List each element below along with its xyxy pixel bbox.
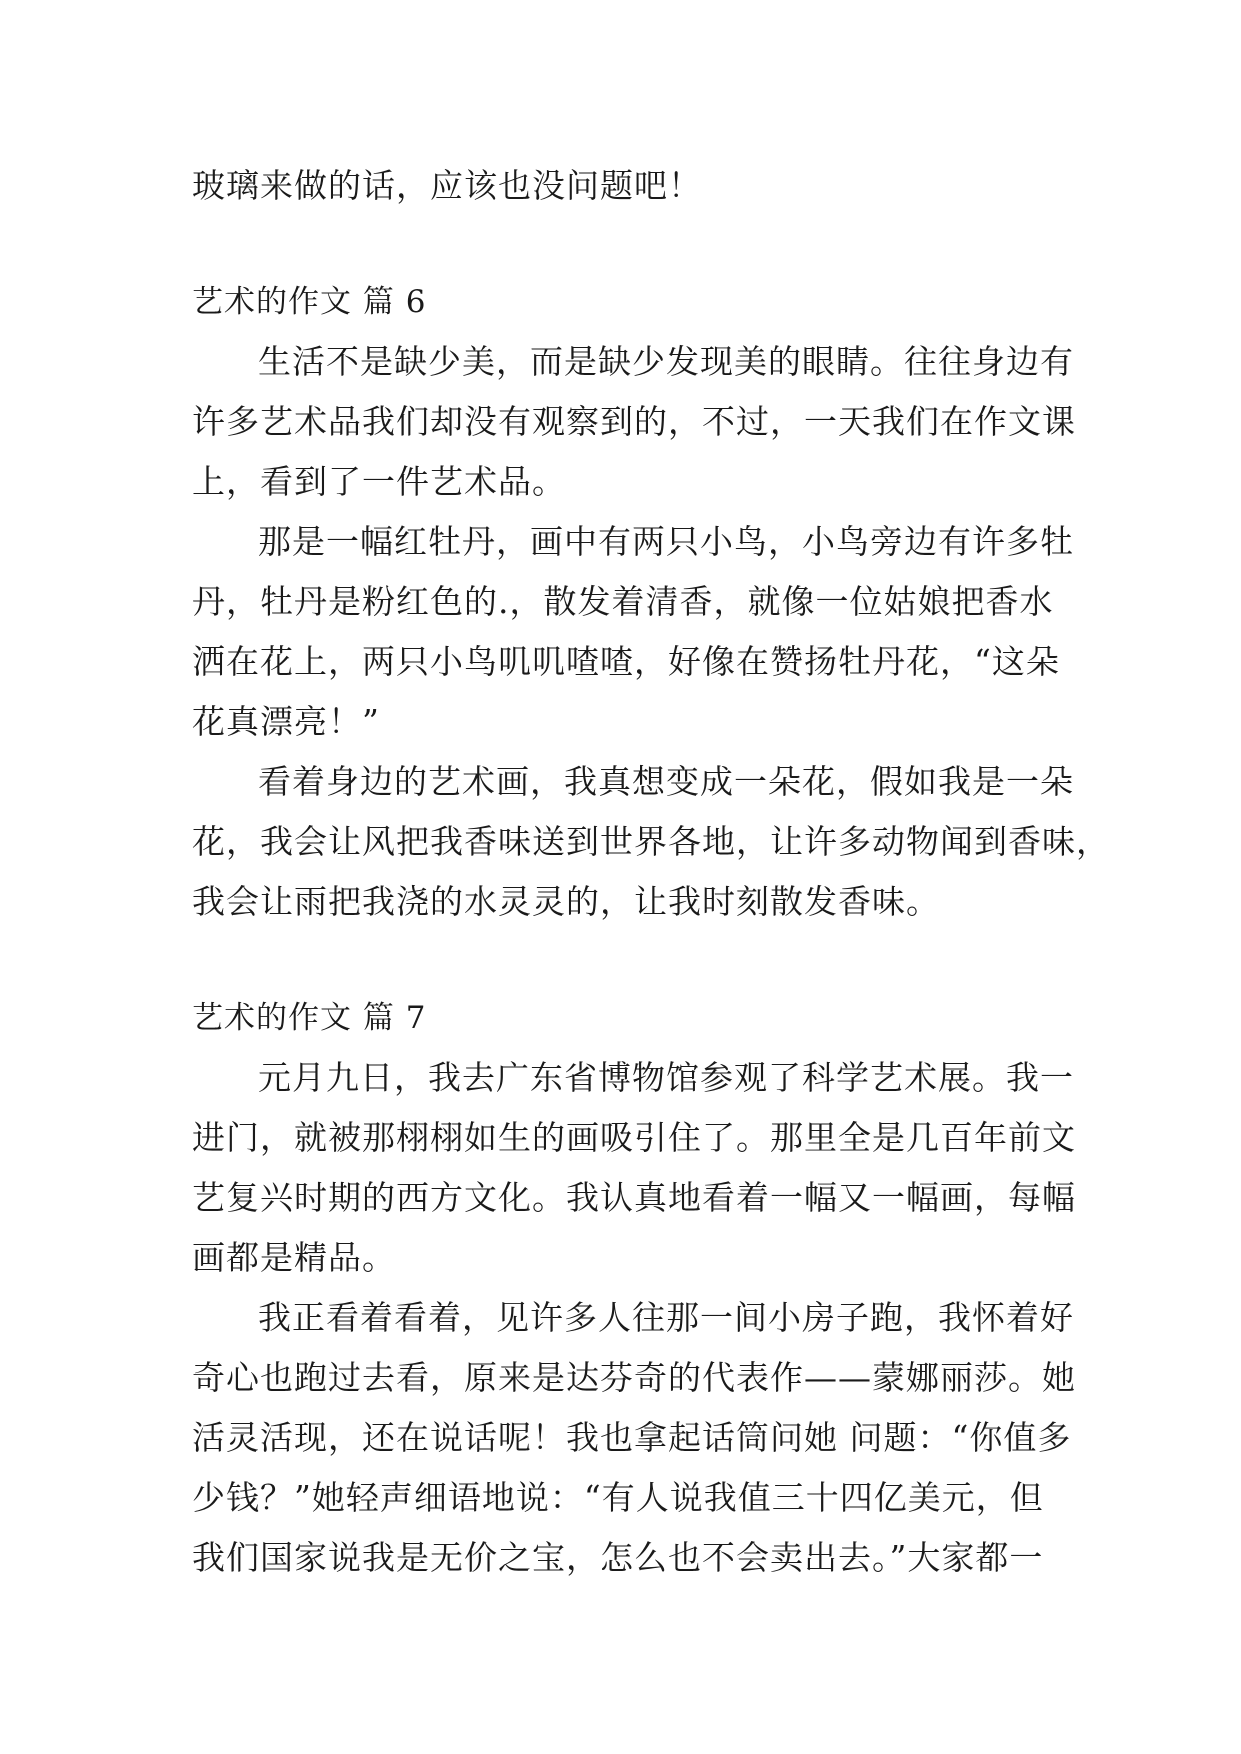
paragraph-line: 我会让雨把我浇的水灵灵的，让我时刻散发香味。 (192, 882, 940, 921)
paragraph-line: 看着身边的艺术画，我真想变成一朵花，假如我是一朵 (258, 762, 1074, 801)
paragraph-line: 少钱？”她轻声细语地说：“有人说我值三十四亿美元，但 (192, 1478, 1044, 1517)
paragraph-line: 活灵活现，还在说话呢！我也拿起话筒问她 问题：“你值多 (192, 1418, 1072, 1457)
section-heading-7: 艺术的作文 篇 7 (192, 1000, 427, 1036)
paragraph-line: 洒在花上，两只小鸟叽叽喳喳，好像在赞扬牡丹花，“这朵 (192, 642, 1060, 681)
paragraph-line: 我正看着看着，见许多人往那一间小房子跑，我怀着好 (258, 1298, 1074, 1337)
paragraph-line: 元月九日，我去广东省博物馆参观了科学艺术展。我一 (258, 1058, 1074, 1097)
paragraph-line: 奇心也跑过去看，原来是达芬奇的代表作——蒙娜丽莎。她 (192, 1358, 1076, 1397)
paragraph-line: 花真漂亮！” (192, 702, 380, 741)
section-heading-6: 艺术的作文 篇 6 (192, 284, 427, 320)
paragraph-line: 画都是精品。 (192, 1238, 396, 1277)
paragraph-line: 进门，就被那栩栩如生的画吸引住了。那里全是几百年前文 (192, 1118, 1076, 1157)
paragraph-line: 艺复兴时期的西方文化。我认真地看着一幅又一幅画，每幅 (192, 1178, 1076, 1217)
paragraph-line: 丹，牡丹是粉红色的.，散发着清香，就像一位姑娘把香水 (192, 582, 1054, 621)
paragraph-line: 我们国家说我是无价之宝，怎么也不会卖出去。”大家都一 (192, 1538, 1044, 1577)
paragraph-line: 上，看到了一件艺术品。 (192, 462, 566, 501)
paragraph-line: 玻璃来做的话，应该也没问题吧！ (192, 166, 702, 205)
paragraph-line: 花，我会让风把我香味送到世界各地，让许多动物闻到香味， (192, 822, 1110, 861)
paragraph-line: 许多艺术品我们却没有观察到的，不过，一天我们在作文课 (192, 402, 1076, 441)
paragraph-line: 那是一幅红牡丹，画中有两只小鸟，小鸟旁边有许多牡 (258, 522, 1074, 561)
paragraph-line: 生活不是缺少美，而是缺少发现美的眼睛。往往身边有 (258, 342, 1074, 381)
